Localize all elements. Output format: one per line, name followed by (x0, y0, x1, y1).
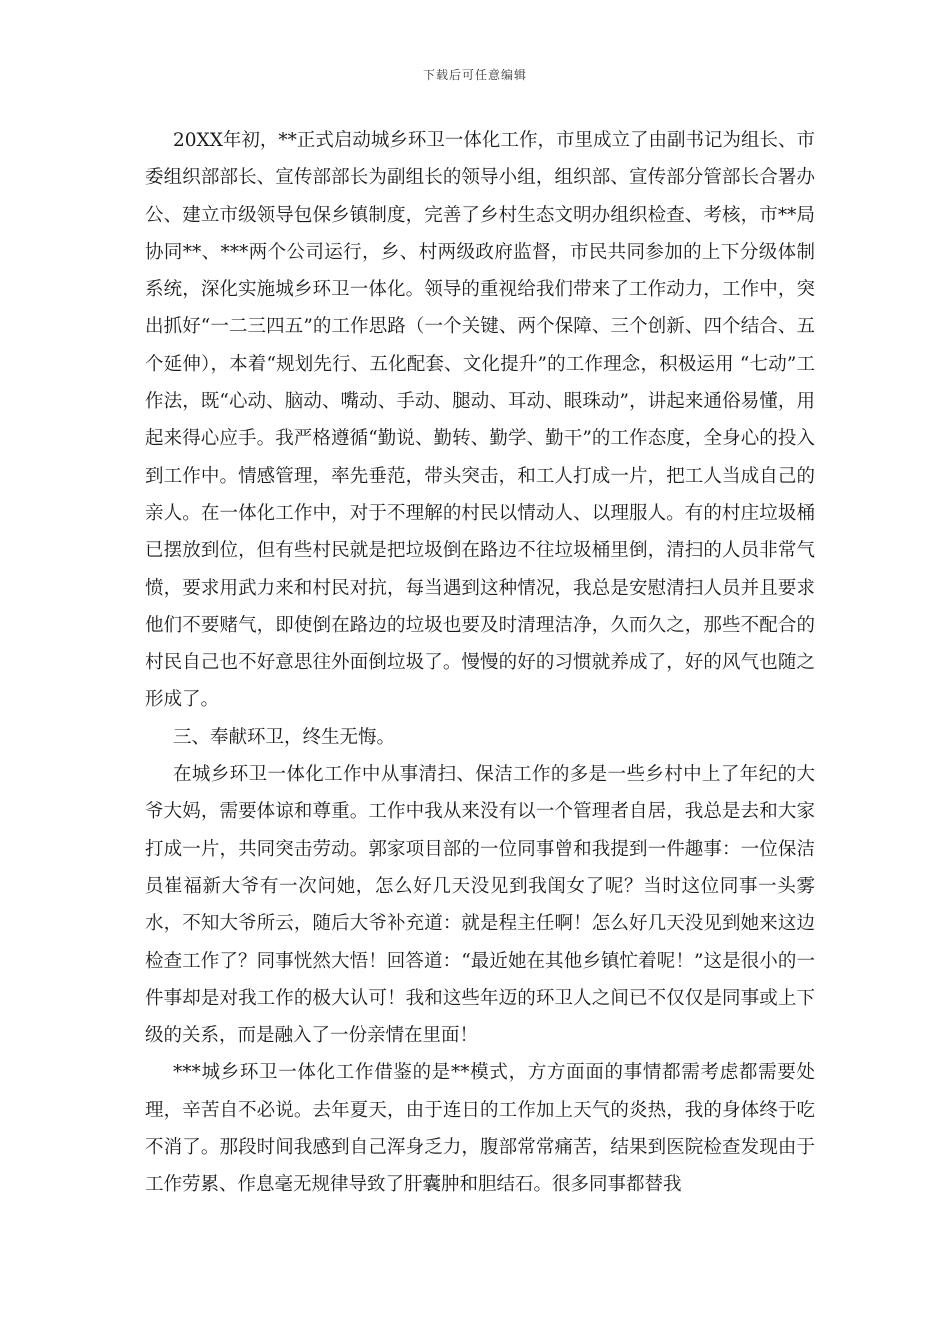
section-heading-dedication: 三、奉献环卫，终生无悔。 (173, 726, 396, 748)
paragraph-respect-sanitation-workers: 在城乡环卫一体化工作中从事清扫、保洁工作的多是一些乡村中上了年纪的大爷大妈，需要体谅和尊重。工作中我从来没有以一个管理者自居，我总是去和大家打成一片，共同突击劳动。郭家项目部的一位同事曾和我提到一件趣事：一位保洁员崔福新大爷有一次问她，怎么好几天没见到我闺女了呢？当时这位同事一头雾水，不知大爷所云，随后大爷补充道：就是程主任啊！怎么好几天没见到她来这边检查工作了？同事恍然大悟！回答道：“最近她在其他乡镇忙着呢！”这是很小的一件事却是对我工作的极大认可！我和这些年迈的环卫人之间已不仅仅是同事或上下级的关系，而是融入了一份亲情在里面！ (145, 764, 815, 1047)
download-editable-note: 下载后可任意编辑 (422, 68, 527, 82)
document-body (145, 122, 815, 1204)
paragraph-urban-rural-sanitation-launch: 20XX年初，**正式启动城乡环卫一体化工作，市里成立了由副书记为组长、市委组织部部长、宣传部部长为副组长的领导小组，组织部、宣传部分管部长合署办公、建立市级领导包保乡镇制度，完善了乡村生态文明办组织检查、考核，市**局协同**、***两个公司运行，乡、村两级政府监督，市民共同参加的上下分级体制系统，深化实施城乡环卫一体化。领导的重视给我们带来了工作动力，工作中，突出抓好“一二三四五”的工作思路（一个关键、两个保障、三个创新、四个结合、五个延伸），本着“规划先行、五化配套、文化提升”的工作理念，积极运用 “七动”工作法，既“心动、脑动、嘴动、手动、腿动、耳动、眼珠动”，讲起来通俗易懂，用起来得心应手。我严格遵循“勤说、勤转、勤学、勤干”的工作态度，全身心的投入到工作中。情感管理，率先垂范，带头突击，和工人打成一片，把工人当成自己的亲人。在一体化工作中，对于不理解的村民以情动人、以理服人。有的村庄垃圾桶已摆放到位，但有些村民就是把垃圾倒在路边不往垃圾桶里倒，清扫的人员非常气愤，要求用武力来和村民对抗，每当遇到这种情况，我总是安慰清扫人员并且要求他们不要赌气，即使倒在路边的垃圾也要及时清理洁净，久而久之，那些不配合的村民自己也不好意思往外面倒垃圾了。慢慢的好的习惯就养成了，好的风气也随之形成了。 (145, 130, 815, 711)
paragraph-health-sacrifice: ***城乡环卫一体化工作借鉴的是**模式，方方面面的事情都需考虑都需要处理，辛苦自不必说。去年夏天，由于连日的工作加上天气的炎热，我的身体终于吃不消了。那段时间我感到自己浑身乏力，腹部常常痛苦，结果到医院检查发现由于工作劳累、作息毫无规律导致了肝囊肿和胆结石。很多同事都替我 (145, 1062, 815, 1196)
